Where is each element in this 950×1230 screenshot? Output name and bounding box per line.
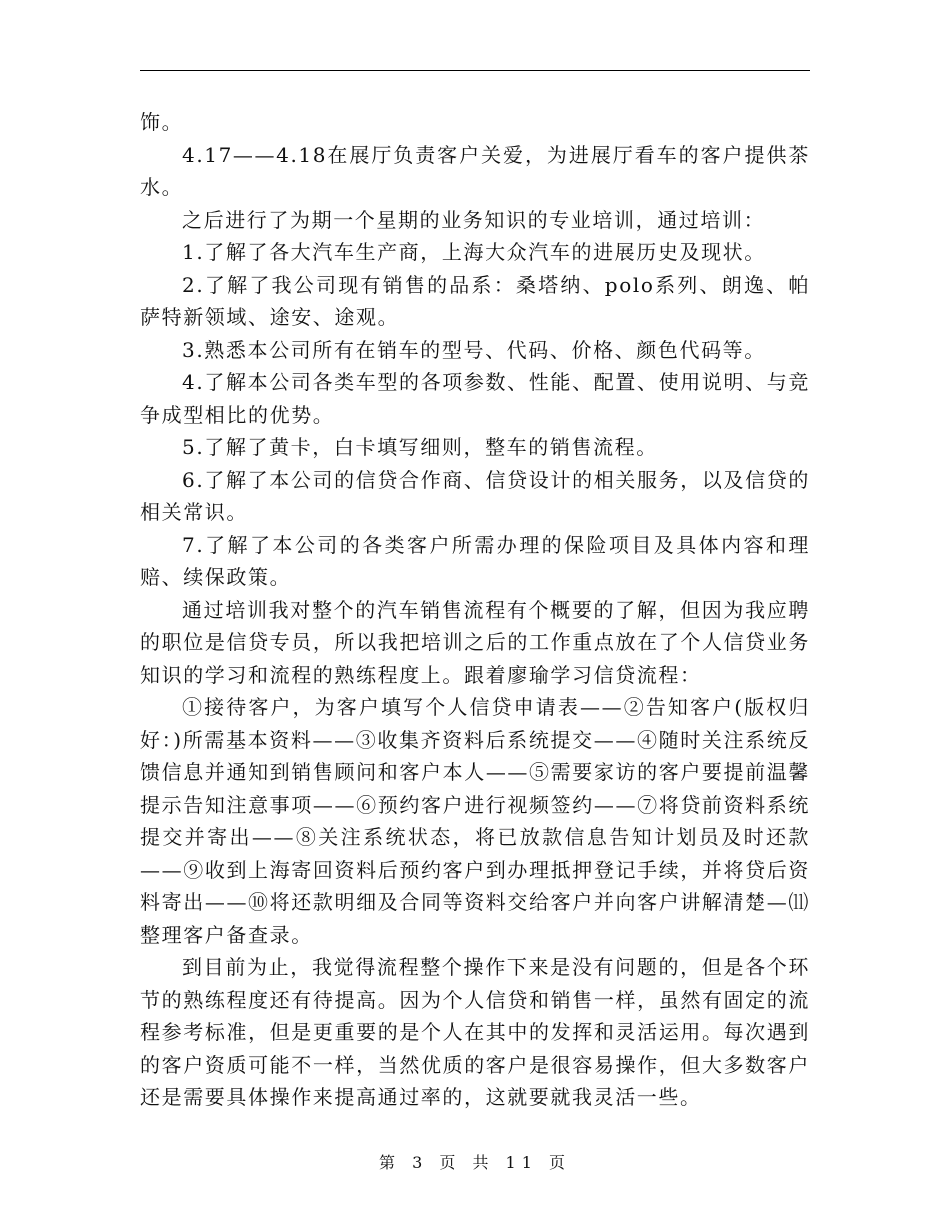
list-item: 2.了解了我公司现有销售的品系：桑塔纳、polo系列、朗逸、帕萨特新领域、途安、途观。	[140, 272, 810, 329]
paragraph: 4.17——4.18在展厅负责客户关爱，为进展厅看车的客户提供茶水。	[140, 142, 810, 199]
header-rule	[140, 70, 810, 71]
document-body	[140, 106, 810, 1114]
paragraph: 之后进行了为期一个星期的业务知识的专业培训，通过培训：	[182, 207, 766, 232]
list-item: 4.了解本公司各类车型的各项参数、性能、配置、使用说明、与竞争成型相比的优势。	[140, 370, 810, 427]
list-item: 5.了解了黄卡，白卡填写细则，整车的销售流程。	[182, 435, 658, 459]
process-paragraph: ①接待客户，为客户填写个人信贷申请表——②告知客户(版权归好：)所需基本资料——③收集齐资料后系统提交——④随时关注系统反馈信息并通知到销售顾问和客户本人——⑤需要家访的客户要提前温馨提示告知注意事项——⑥预约客户进行视频签约——⑦将贷前资料系统提交并寄出——⑧关注系统状态，将已放款信息告知计划员及时还款——⑨收到上海寄回资料后预约客户到办理抵押登记手续，并将贷后资料寄出——⑩将还款明细及合同等资料交给客户并向客户讲解清楚—⑾整理客户备查录。	[140, 695, 810, 947]
list-item: 6.了解了本公司的信贷合作商、信贷设计的相关服务，以及信贷的相关常识。	[140, 467, 810, 524]
paragraph: 通过培训我对整个的汽车销售流程有个概要的了解，但因为我应聘的职位是信贷专员，所以我把培训之后的工作重点放在了个人信贷业务知识的学习和流程的熟练程度上。跟着廖瑜学习信贷流程：	[140, 597, 810, 687]
list-item: 3.熟悉本公司所有在销车的型号、代码、价格、颜色代码等。	[182, 337, 766, 362]
paragraph: 饰。	[140, 110, 184, 134]
list-item: 7.了解了本公司的各类客户所需办理的保险项目及具体内容和理赔、续保政策。	[140, 532, 810, 589]
list-item: 1.了解了各大汽车生产商，上海大众汽车的进展历史及现状。	[182, 240, 766, 264]
paragraph: 到目前为止，我觉得流程整个操作下来是没有问题的，但是各个环节的熟练程度还有待提高。因为个人信贷和销售一样，虽然有固定的流程参考标准，但是更重要的是个人在其中的发挥和灵活运用。每次遇到的客户资质可能不一样，当然优质的客户是很容易操作，但大多数客户还是需要具体操作来提高通过率的，这就要就我灵活一些。	[140, 955, 810, 1109]
page-footer: 第 3 页 共 11 页	[379, 1153, 571, 1172]
